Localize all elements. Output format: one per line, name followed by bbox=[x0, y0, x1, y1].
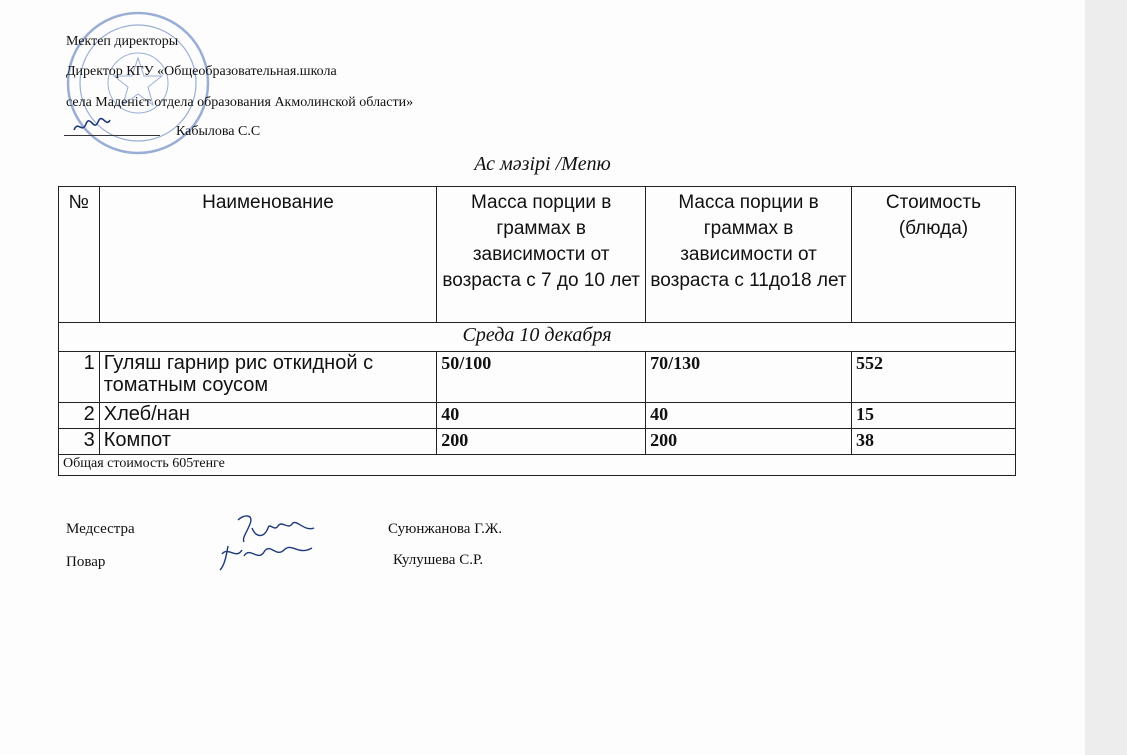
col-header-cost: Стоимость (блюда) bbox=[851, 187, 1015, 323]
mass-11-18: 70/130 bbox=[646, 352, 852, 403]
nurse-name: Суюнжанова Г.Ж. bbox=[388, 521, 503, 537]
day-row bbox=[59, 323, 1016, 352]
handwritten-signatures-icon bbox=[214, 510, 324, 575]
page-title: Ас мәзірі /Menю bbox=[474, 153, 611, 175]
dish-cost: 552 bbox=[851, 352, 1015, 403]
mass-11-18: 200 bbox=[646, 429, 852, 455]
col-header-mass-7-10: Масса порции в граммах в зависимости от возраста с 7 до 10 лет bbox=[437, 187, 646, 323]
table-row bbox=[59, 352, 1016, 403]
cook-name: Кулушева С.Р. bbox=[393, 552, 484, 568]
dish-name: Гуляш гарнир рис откидной с томатным соусом bbox=[99, 352, 436, 403]
table-header-row bbox=[59, 187, 1016, 323]
row-number: 3 bbox=[59, 429, 100, 455]
director-name: Кабылова С.С bbox=[176, 124, 261, 139]
table-row bbox=[59, 403, 1016, 429]
total-row bbox=[59, 455, 1016, 476]
dish-name: Компот bbox=[99, 429, 436, 455]
col-header-mass-11-18: Масса порции в граммах в зависимости от возраста с 11до18 лет bbox=[646, 187, 852, 323]
dish-name: Хлеб/нан bbox=[99, 403, 436, 429]
col-header-number: № bbox=[59, 187, 100, 323]
mass-7-10: 50/100 bbox=[437, 352, 646, 403]
total-cost: Общая стоимость 605тенге bbox=[59, 455, 1016, 476]
header-line-2: Директор КГУ «Общеобразовательная.школа bbox=[66, 64, 337, 79]
nurse-role: Медсестра bbox=[66, 521, 135, 537]
mass-7-10: 200 bbox=[437, 429, 646, 455]
director-signature-icon bbox=[72, 112, 112, 138]
header-line-3: села Маденієт отдела образования Акмолинской области» bbox=[66, 95, 414, 110]
menu-table bbox=[58, 186, 1016, 476]
header-line-1: Мектеп директоры bbox=[66, 34, 179, 49]
day-label: Среда 10 декабря bbox=[59, 323, 1016, 352]
dish-cost: 38 bbox=[851, 429, 1015, 455]
row-number: 2 bbox=[59, 403, 100, 429]
dish-cost: 15 bbox=[851, 403, 1015, 429]
cook-role: Повар bbox=[66, 554, 106, 570]
page-margin bbox=[1085, 0, 1127, 755]
col-header-name: Наименование bbox=[99, 187, 436, 323]
mass-7-10: 40 bbox=[437, 403, 646, 429]
table-row bbox=[59, 429, 1016, 455]
mass-11-18: 40 bbox=[646, 403, 852, 429]
row-number: 1 bbox=[59, 352, 100, 403]
